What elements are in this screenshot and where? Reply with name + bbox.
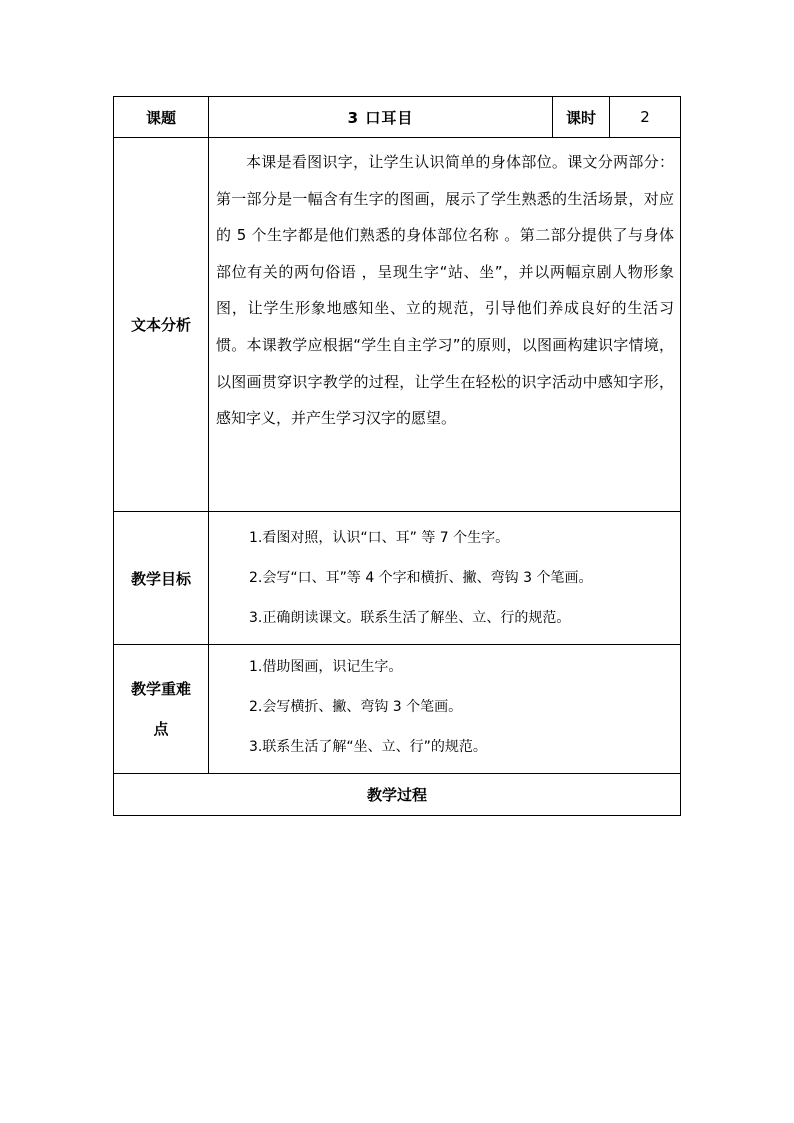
teaching-goals-label: 教学目标 [114, 512, 209, 645]
period-label: 课时 [553, 97, 610, 138]
key-difficulties-row [114, 645, 681, 774]
teaching-goal-item: 2.会写“口、耳”等 4 个字和横折、撇、弯钩 3 个笔画。 [249, 570, 593, 586]
lesson-plan-table [113, 96, 681, 816]
key-difficulties-list [209, 645, 681, 774]
topic-label: 课题 [114, 97, 209, 138]
text-analysis-row [114, 138, 681, 512]
teaching-goals-row [114, 512, 681, 645]
topic-value: 3 口耳目 [209, 97, 553, 138]
period-value: 2 [610, 97, 681, 138]
key-difficulty-item: 2.会写横折、撇、弯钩 3 个笔画。 [249, 699, 463, 715]
key-difficulties-label: 教学重难点 [114, 645, 209, 774]
teaching-goals-list [209, 512, 681, 645]
teaching-goal-item: 3.正确朗读课文。联系生活了解坐、立、行的规范。 [249, 610, 571, 626]
process-heading: 教学过程 [114, 774, 681, 816]
key-difficulty-item: 1.借助图画，识记生字。 [249, 659, 403, 675]
text-analysis-label: 文本分析 [114, 138, 209, 512]
process-row [114, 774, 681, 816]
text-analysis-content: 本课是看图识字，让学生认识简单的身体部位。课文分两部分：第一部分是一幅含有生字的图画，展示了学生熟悉的生活场景，对应的 5 个生字都是他们熟悉的身体部位名称 。第二部分提供了与身体部位有关的两句俗语 ，呈现生字“站、坐”，并以两幅京剧人物形象图，让学生形象地感知坐、立的规范，引导他们养成良好的生活习惯。本课教学应根据“学生自主学习”的原则，以图画构建识字情境，以图画贯穿识字教学的过程，让学生在轻松的识字活动中感知字形，感知字义，并产生学习汉字的愿望。 [216, 153, 674, 428]
key-difficulty-item: 3.联系生活了解“坐、立、行”的规范。 [249, 739, 487, 755]
text-analysis-cell [209, 138, 681, 512]
lesson-plan-sheet [113, 96, 680, 816]
header-row [114, 97, 681, 138]
teaching-goal-item: 1.看图对照，认识“口、耳” 等 7 个生字。 [249, 530, 510, 546]
